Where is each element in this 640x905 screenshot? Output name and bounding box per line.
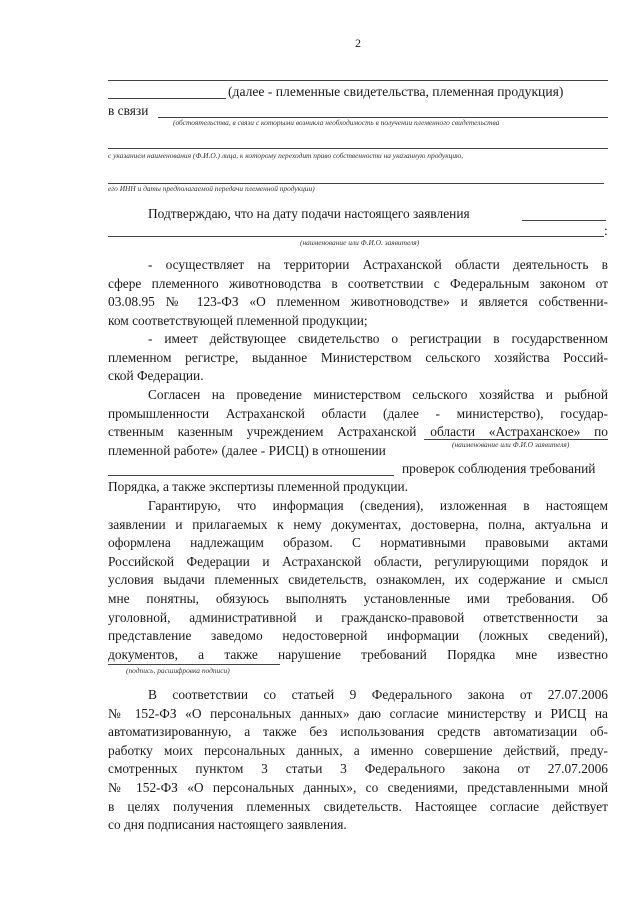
note-applicant: (наименование или Ф.И.О. заявителя) — [300, 238, 420, 247]
text-line: представление заведомо недостоверной информации (ложных сведений), — [108, 628, 608, 644]
paragraph-consent-checks — [108, 386, 608, 460]
text-line: ком соответствующей племенной продукции; — [108, 312, 368, 328]
text-line: № 152-ФЗ «О персональных данных», со сведениями, представленными мной — [108, 779, 608, 795]
text-line: уголовной, административной и гражданско-правовой ответственности за — [108, 609, 608, 625]
text-line: работку моих персональных данных, а именно совершение действий, преду- — [108, 742, 608, 758]
text-line: документов, а также нарушение требований Порядка мне известно — [108, 646, 608, 662]
text-line: - осуществляет на территории Астраханской области деятельность в — [148, 257, 608, 272]
text-line: заявлении и прилагаемых к нему документах, достоверна, полна, актуальна и — [108, 516, 608, 532]
paragraph-guarantee — [108, 497, 608, 664]
text-line: промышленности Астраханской области (далее - министерство), государ- — [108, 405, 608, 421]
blank-line-9 — [108, 475, 394, 476]
text-line: № 152-ФЗ «О персональных данных» даю согласие министерству и РИСЦ на — [108, 705, 608, 721]
dalee-text: (далее - племенные свидетельства, племенная продукция) — [228, 84, 564, 99]
text-line: со дня подписания настоящего заявления. — [108, 817, 347, 833]
page-number: 2 — [355, 36, 361, 50]
text-line: Согласен на проведение министерством сельского хозяйства и рыбной — [148, 387, 608, 402]
blank-line-1 — [108, 80, 608, 81]
paragraph-activity — [108, 256, 608, 330]
text-line: Российской Федерации и Астраханской области, регулирующими порядок и — [108, 553, 608, 569]
v-svyazi-label: в связи — [108, 103, 149, 118]
blank-line-4 — [108, 148, 608, 149]
text-line: - имеет действующее свидетельство о регистрации в государственном — [148, 331, 608, 346]
text-line: смотренных пунктом 3 статьи 3 Федерального закона от 27.07.2006 — [108, 761, 608, 777]
paragraph-registry — [108, 330, 608, 386]
text-line: оформлена надлежащим образом. С нормативными правовыми актами — [108, 535, 608, 551]
note-inn: его ИНН и даты предполагаемой передачи племенной продукции) — [108, 184, 315, 193]
colon: : — [604, 223, 608, 238]
text-line: 03.08.95 № 123-ФЗ «О племенном животноводстве» и является собственни- — [108, 294, 608, 310]
signature-note: (подпись, расшифровка подписи) — [126, 666, 230, 675]
text-line: мне понятны, обязуюсь выполнять установленные ими требования. Об — [108, 590, 608, 606]
text-line: племенном регистре, выданное Министерством сельского хозяйства Россий- — [108, 349, 608, 365]
text-line: В соответствии со статьей 9 Федерального закона от 27.07.2006 — [148, 687, 608, 702]
checks-text: проверок соблюдения требований — [402, 461, 596, 476]
text-line: ской Федерации. — [108, 368, 204, 384]
blank-line-7 — [108, 236, 604, 237]
confirm-text: Подтверждаю, что на дату подачи настоящего заявления — [148, 206, 470, 221]
text-line: ственным казенным учреждением Астраханской области «Астраханское» по — [108, 424, 608, 440]
note-circumstances: (обстоятельства, в связи с которыми возникла необходимость в получении племенного свидетельства — [173, 118, 500, 127]
note-recipient: с указанием наименования (Ф.И.О.) лица, к которому переходит право собственности на указанную продукцию, — [108, 151, 464, 160]
paragraph-personal-data — [108, 686, 608, 835]
text-line: автоматизированную, а также без использования средств автоматизации об- — [108, 724, 608, 740]
text-line: Гарантирую, что информация (сведения), изложенная в настоящем — [148, 498, 608, 513]
poryadok-text: Порядка, а также экспертизы племенной продукции. — [108, 479, 409, 494]
text-line: условия выдачи племенных свидетельств, ознакомлен, их содержание и смысл — [108, 572, 608, 588]
note-applicant-2: (наименование или Ф.И.О заявителя) — [452, 440, 570, 449]
blank-line-2 — [108, 98, 226, 99]
text-line: сфере племенного животноводства в соответствии с Федеральным законом от — [108, 275, 608, 291]
text-line: племенной работе» (далее - РИСЦ) в отношении — [108, 442, 386, 458]
blank-line-6 — [522, 220, 606, 221]
signature-line — [108, 664, 280, 665]
text-line: в целях получения племенных свидетельств. Настоящее согласие действует — [108, 798, 608, 814]
